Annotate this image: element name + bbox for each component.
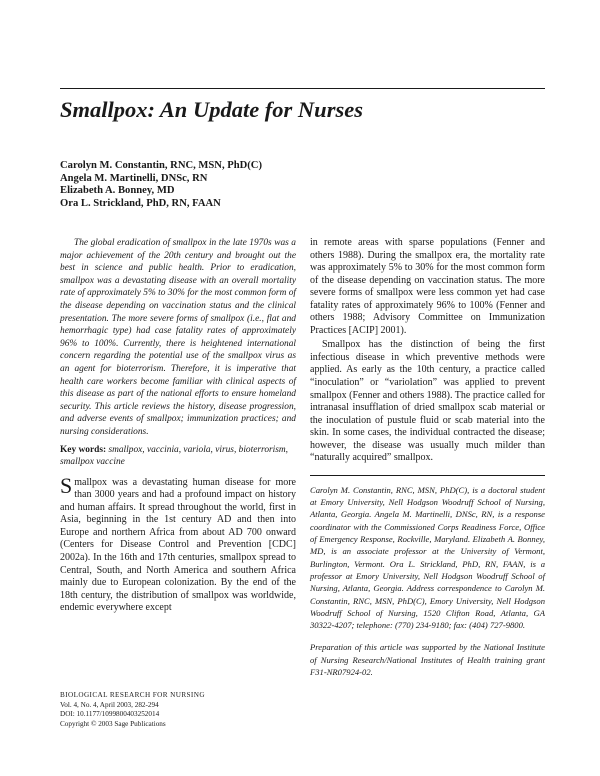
journal-name: BIOLOGICAL RESEARCH FOR NURSING [60, 691, 205, 699]
author-name: Elizabeth A. Bonney, MD [60, 185, 175, 197]
funding-note: Preparation of this article was supported by the National Institute of Nursing Research/National Institutes of Health training grant F31-NR07924-02. [310, 642, 545, 677]
right-column [310, 237, 545, 678]
author-name: Angela M. Martinelli, DNSc, RN [60, 172, 208, 184]
left-column [60, 237, 296, 615]
journal-copyright: Copyright © 2003 Sage Publications [60, 719, 166, 728]
keywords-text: smallpox, vaccinia, variola, virus, bioterrorism, smallpox vaccine [60, 444, 289, 468]
intro-paragraph [60, 472, 296, 615]
abstract-text: The global eradication of smallpox in the late 1970s was a major achievement of the 20th century and brought out the best in science and public health. Prior to eradication, smallpox was a devastating disease with an overall mortality rate of approximately 5% to 30% for the most common form of the disease depending on vaccination status and the clinical presentation. The more severe forms of smallpox (i.e., flat and hemorrhagic type) had case fatality rates of approximately 96% to 100%. Currently, there is heightened international concern regarding the potential use of the smallpox virus as an agent for bioterrorism. Therefore, it is imperative that health care workers become familiar with clinical aspects of this disease as part of the national efforts to ensure homeland security. This article reviews the history, disease progression, and adverse events of smallpox; immunization practices; and nursing considerations. [60, 238, 296, 437]
keywords-label: Key words: [60, 444, 107, 455]
footnote-divider [310, 475, 545, 476]
journal-issue: Vol. 4, No. 4, April 2003, 282-294 [60, 700, 159, 709]
author-list [60, 160, 360, 210]
author-name: Ora L. Strickland, PhD, RN, FAAN [60, 197, 221, 209]
abstract [60, 237, 296, 439]
journal-doi: DOI: 10.1177/1099800403252014 [60, 710, 160, 718]
journal-info [60, 691, 296, 729]
drop-cap: S [60, 472, 73, 498]
header-rule [60, 88, 545, 89]
author-affiliation-note: Carolyn M. Constantin, RNC, MSN, PhD(C), is a doctoral student at Emory University, Nell Hodgson Woodruff School of Nursing, Atlanta, Georgia. Angela M. Martinelli, DNSc, RN, is a response coordinator with the Commissioned Corps Readiness Force, Office of Emergency Response, Rockville, Maryland. Elizabeth A. Bonney, MD, is an associate professor at the University of Vermont, Burlington, Vermont. Ora L. Strickland, PhD, RN, FAAN, is a professor at Emory University, Nell Hodgson Woodruff School of Nursing, Atlanta, Georgia. Address correspondence to Carolyn M. Constantin, RNC, MSN, PhD(C), Emory University, Nell Hodgson Woodruff School of Nursing, 1520 Clifton Road, Atlanta, GA 30322-4207; telephone: (770) 234-9180; fax: (404) 727-9800. [310, 484, 545, 631]
keywords [60, 444, 296, 469]
body-paragraph: Smallpox has the distinction of being the first infectious disease in which preventive methods were applied. As early as the 10th century, a practice called “inoculation” or “variolation” was applied to prevent smallpox (Fenner and others 1988). The practice called for intranasal insufflation of dried smallpox scab material or the inoculation of pustule fluid or scab material into the skin. In some cases, the individual contracted the disease; however, the disease was usually much milder than “naturally acquired” smallpox. [310, 339, 546, 464]
article-title: Smallpox: An Update for Nurses [60, 97, 363, 122]
intro-text: mallpox was a devastating human disease for more than 3000 years and had a profound impact on history and human affairs. It spread throughout the world, first in Asia, beginning in the 1st century AD and then into Europe and northern Africa from about AD 700 onward (Centers for Disease Control and Prevention [CDC] 2002a). In the 16th and 17th centuries, smallpox spread to Central, South, and North America and southern Africa mainly due to European colonization. By the end of the 18th century, the distribution of smallpox was worldwide, endemic everywhere except [60, 476, 296, 614]
body-paragraph: in remote areas with sparse populations (Fenner and others 1988). During the smallpox era, the mortality rate was approximately 5% to 30% for the most common form of the disease depending on vaccination status. The more severe forms of smallpox were less common yet had case fatality rates of approximately 96% to 100% (Fenner and others 1988; Advisory Committee on Immunization Practices [ACIP] 2001). [310, 237, 545, 336]
author-name: Carolyn M. Constantin, RNC, MSN, PhD(C) [60, 160, 262, 171]
